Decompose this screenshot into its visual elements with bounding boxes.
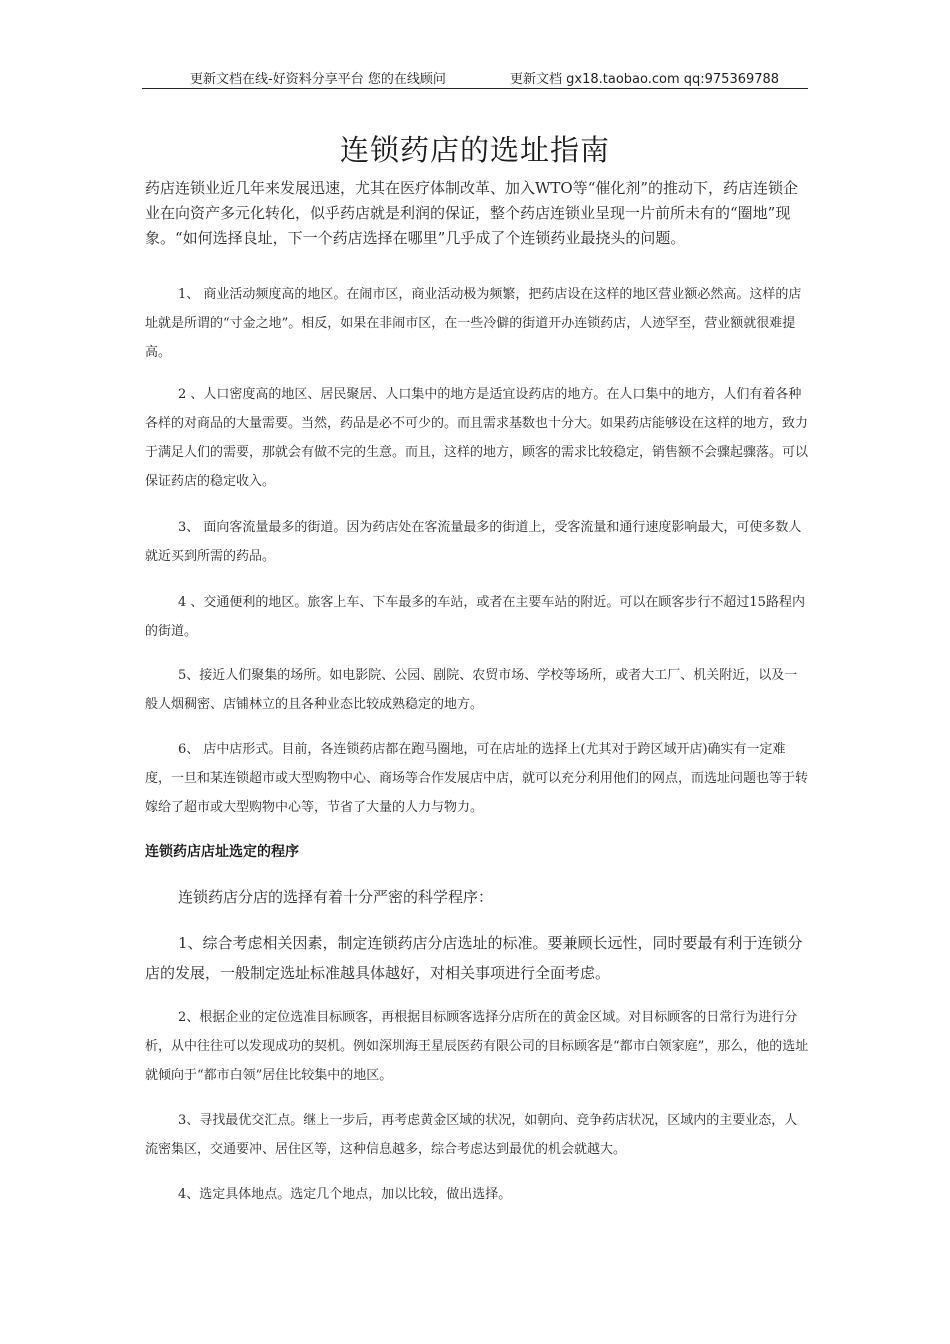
intro-paragraph: 药店连锁业近几年来发展迅速，尤其在医疗体制改革、加入WTO等“催化剂”的推动下，药店连锁企业在向资产多元化转化，似乎药店就是利润的保证，整个药店连锁业呈现一片前所未有的“圈地”现象。“如何选择良址，下一个药店选择在哪里”几乎成了个连锁药业最挠头的问题。 — [145, 179, 799, 247]
criteria-item-4: 4 、交通便利的地区。旅客上车、下车最多的车站，或者在主要车站的附近。可以在顾客步行不超过15路程内的街道。 — [145, 595, 805, 639]
criteria-item-1: 1、 商业活动频度高的地区。在闹市区，商业活动极为频繁，把药店设在这样的地区营业额必然高。这样的店址就是所谓的“寸金之地”。相反，如果在非闹市区，在一些冷僻的街道开办连锁药店，人迹罕至，营业额就很难提高。 — [145, 287, 802, 360]
header-right-text: 更新文档 gx18.taobao.com qq:975369788 — [510, 72, 780, 87]
procedure-step-1: 1、综合考虑相关因素，制定连锁药店分店选址的标准。要兼顾长远性，同时要最有利于连锁分店的发展，一般制定选址标准越具体越好，对相关事项进行全面考虑。 — [145, 934, 803, 982]
procedure-step-2: 2、根据企业的定位选准目标顾客，再根据目标顾客选择分店所在的黄金区域。对目标顾客的日常行为进行分析，从中往往可以发现成功的契机。例如深圳海王星辰医药有限公司的目标顾客是“都市白领家庭”，那么，他的选址就倾向于“都市白领”居住比较集中的地区。 — [145, 1010, 809, 1083]
page-header — [142, 66, 808, 89]
criteria-item-5: 5、接近人们聚集的场所。如电影院、公园、剧院、农贸市场、学校等场所，或者大工厂、机关附近，以及一般人烟稠密、店铺林立的且各种业态比较成熟稳定的地方。 — [145, 668, 798, 712]
criteria-item-6: 6、 店中店形式。目前，各连锁药店都在跑马圈地，可在店址的选择上(尤其对于跨区域开店)确实有一定难度，一旦和某连锁超市或大型购物中心、商场等合作发展店中店，就可以充分利用他们的网点，而选址问题也等于转嫁给了超市或大型购物中心等，节省了大量的人力与物力。 — [145, 742, 809, 815]
procedure-step-4: 4、选定具体地点。选定几个地点，加以比较，做出选择。 — [178, 1187, 512, 1202]
procedure-step-3: 3、寻找最优交汇点。继上一步后，再考虑黄金区域的状况，如朝向、竞争药店状况，区域内的主要业态，人流密集区，交通要冲、居住区等，这种信息越多，综合考虑达到最优的机会就越大。 — [145, 1113, 798, 1157]
document-title: 连锁药店的选址指南 — [339, 133, 610, 167]
procedure-intro: 连锁药店分店的选择有着十分严密的科学程序： — [178, 888, 494, 906]
header-left-text: 更新文档在线-好资料分享平台 您的在线顾问 — [190, 72, 446, 87]
criteria-item-2: 2 、人口密度高的地区、居民聚居、人口集中的地方是适宜设药店的地方。在人口集中的地方，人们有着各种各样的对商品的大量需要。当然，药品是必不可少的。而且需求基数也十分大。如果药店能够设在这样的地方，致力于满足人们的需要，那就会有做不完的生意。而且，这样的地方，顾客的需求比较稳定，销售额不会骤起骤落。可以保证药店的稳定收入。 — [145, 387, 809, 489]
section-heading: 连锁药店店址选定的程序 — [145, 844, 299, 860]
criteria-item-3: 3、 面向客流量最多的街道。因为药店处在客流量最多的街道上，受客流量和通行速度影响最大，可使多数人就近买到所需的药品。 — [145, 520, 802, 564]
